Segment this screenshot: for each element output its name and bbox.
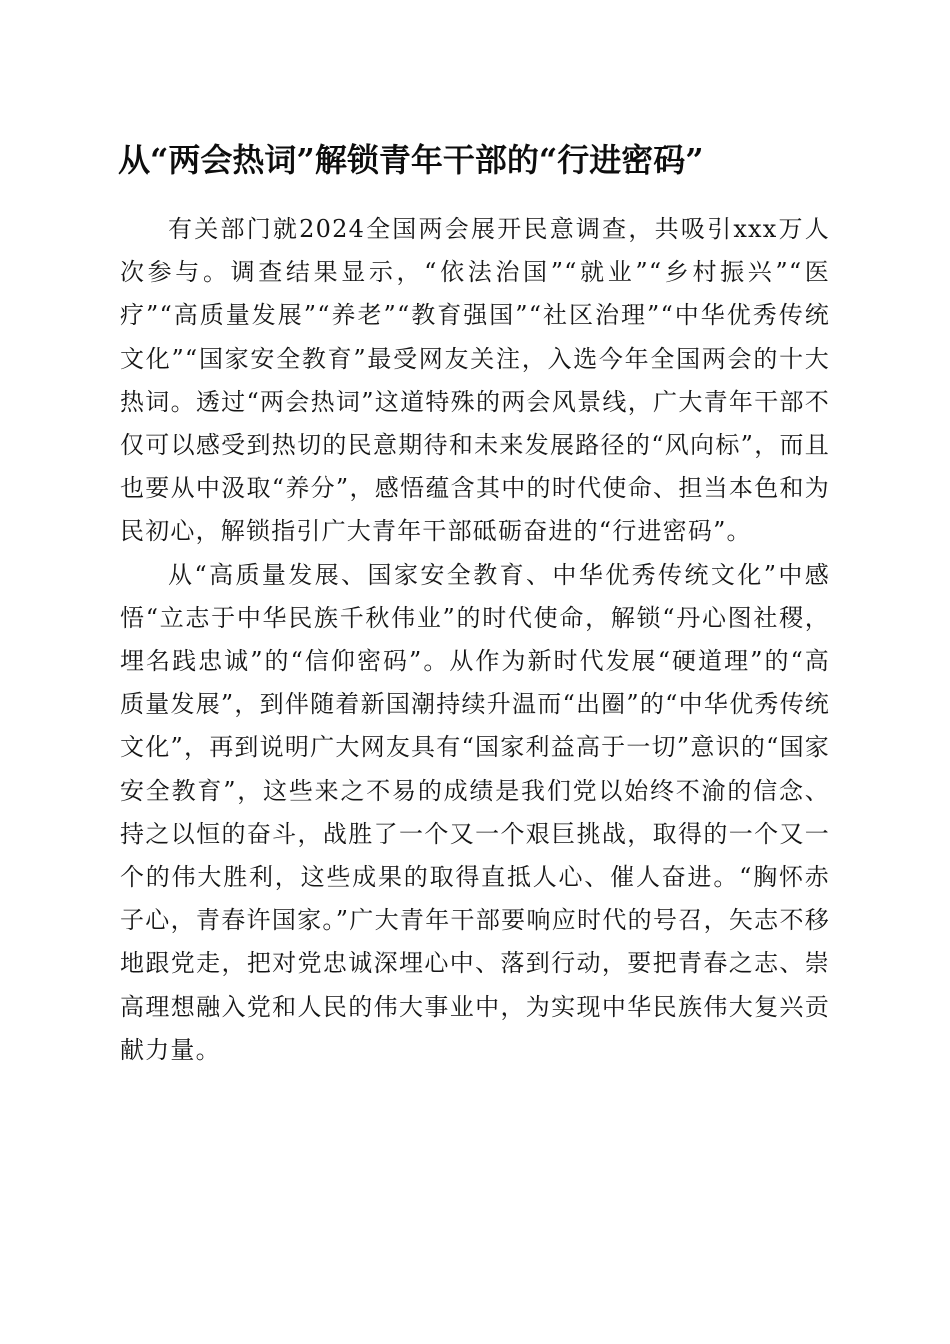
document-title: 从“两会热词”解锁青年干部的“行进密码” — [118, 141, 704, 179]
document-body — [120, 208, 830, 1072]
paragraph-2: 从“高质量发展、国家安全教育、中华优秀传统文化”中感悟“立志于中华民族千秋伟业”的时代使命，解锁“丹心图社稷，埋名践忠诚”的“信仰密码”。从作为新时代发展“硬道理”的“高质量发展”，到伴随着新国潮持续升温而“出圈”的“中华优秀传统文化”，再到说明广大网友具有“国家利益高于一切”意识的“国家安全教育”，这些来之不易的成绩是我们党以始终不渝的信念、持之以恒的奋斗，战胜了一个又一个艰巨挑战，取得的一个又一个的伟大胜利，这些成果的取得直抵人心、催人奋进。“胸怀赤子心，青春许国家。”广大青年干部要响应时代的号召，矢志不移地跟党走，把对党忠诚深埋心中、落到行动，要把青春之志、崇高理想融入党和人民的伟大事业中，为实现中华民族伟大复兴贡献力量。 — [120, 560, 830, 1064]
paragraph-1: 有关部门就2024全国两会展开民意调查，共吸引xxx万人次参与。调查结果显示，“依法治国”“就业”“乡村振兴”“医疗”“高质量发展”“养老”“教育强国”“社区治理”“中华优秀传统文化”“国家安全教育”最受网友关注，入选今年全国两会的十大热词。透过“两会热词”这道特殊的两会风景线，广大青年干部不仅可以感受到热切的民意期待和未来发展路径的“风向标”，而且也要从中汲取“养分”，感悟蕴含其中的时代使命、担当本色和为民初心，解锁指引广大青年干部砥砺奋进的“行进密码”。 — [120, 215, 830, 546]
